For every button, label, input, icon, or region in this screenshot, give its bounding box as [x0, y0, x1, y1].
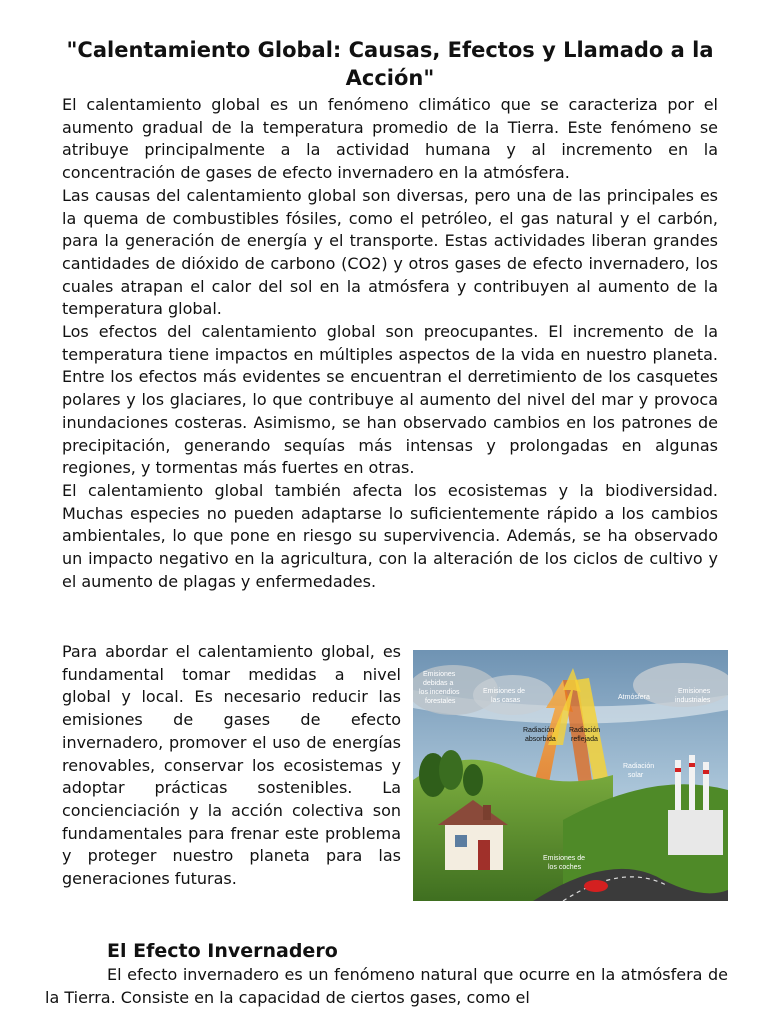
label-houses: las casas [491, 697, 521, 704]
label-industry: Emisiones [678, 688, 711, 695]
smoke-cloud [473, 675, 553, 715]
label-absorbed: absorbida [525, 736, 556, 743]
label-reflected: reflejada [571, 736, 598, 743]
paragraph: El calentamiento global también afecta los ecosistemas y la biodiversidad. Muchas especies no pueden adaptarse lo suficientemente rápido a los cambios ambientales, lo que pone en riesgo su supervivencia. Además, se ha observado un impacto negativo en la agricultura, con la alteración de los ciclos de cultivo y el aumento de plagas y enfermedades. [62, 480, 718, 591]
intro-body [62, 94, 718, 593]
label-absorbed: Radiación [523, 727, 555, 734]
paragraph: El calentamiento global es un fenómeno climático que se caracteriza por el aumento gradual de la temperatura promedio de la Tierra. Este fenómeno se atribuye principalmente a la actividad humana y al incremento en la concentración de gases de efecto invernadero en la atmósfera. [62, 95, 718, 183]
greenhouse-illustration [413, 650, 728, 901]
label-fires: los incendios [419, 689, 460, 696]
label-houses: Emisiones de [483, 688, 526, 695]
label-fires: forestales [425, 698, 456, 705]
label-atmosphere: Atmósfera [618, 694, 650, 701]
greenhouse-diagram-svg [413, 650, 728, 901]
action-paragraph: Para abordar el calentamiento global, es fundamental tomar medidas a nivel global y local. Es necesario reducir las emisiones de gases de efecto invernadero, promover el uso de energías renovables, conservar los ecosistemas y adoptar prácticas sostenibles. La concienciación y la acción colectiva son fundamentales para frenar este problema y proteger nuestro planeta para las generaciones futuras. [62, 642, 401, 889]
section-paragraph: El efecto invernadero es un fenómeno natural que ocurre en la atmósfera de la Tierra. Consiste en la capacidad de ciertos gases, como el [45, 965, 728, 1007]
document-title: "Calentamiento Global: Causas, Efectos y Llamado a la Acción" [66, 38, 714, 90]
label-fires: Emisiones [423, 671, 456, 678]
label-cars: Emisiones de [543, 855, 586, 862]
label-cars: los coches [548, 864, 582, 871]
paragraph: Los efectos del calentamiento global son preocupantes. El incremento de la temperatura tiene impactos en múltiples aspectos de la vida en nuestro planeta. Entre los efectos más evidentes se encuentran el derretimiento de los casquetes polares y los glaciares, lo que contribuye al aumento del nivel del mar y provoca inundaciones costeras. Asimismo, se han observado cambios en los patrones de precipitación, generando sequías más intensas y prolongadas en algunas regiones, y tormentas más fuertes en otras. [62, 322, 718, 478]
label-fires: debidas a [423, 680, 454, 687]
tree [439, 750, 463, 790]
label-solar: solar [628, 772, 644, 779]
label-solar: Radiación [623, 763, 655, 770]
tree [463, 764, 483, 796]
label-industry: industriales [675, 697, 711, 704]
section-title: El Efecto Invernadero [107, 940, 338, 962]
label-reflected: Radiación [569, 727, 601, 734]
car [584, 880, 608, 892]
paragraph: Las causas del calentamiento global son diversas, pero una de las principales es la quema de combustibles fósiles, como el petróleo, el gas natural y el carbón, para la generación de energía y el transporte. Estas actividades liberan grandes cantidades de dióxido de carbono (CO2) y otros gases de efecto invernadero, los cuales atrapan el calor del sol en la atmósfera y contribuyen al aumento de la temperatura global. [62, 185, 718, 319]
